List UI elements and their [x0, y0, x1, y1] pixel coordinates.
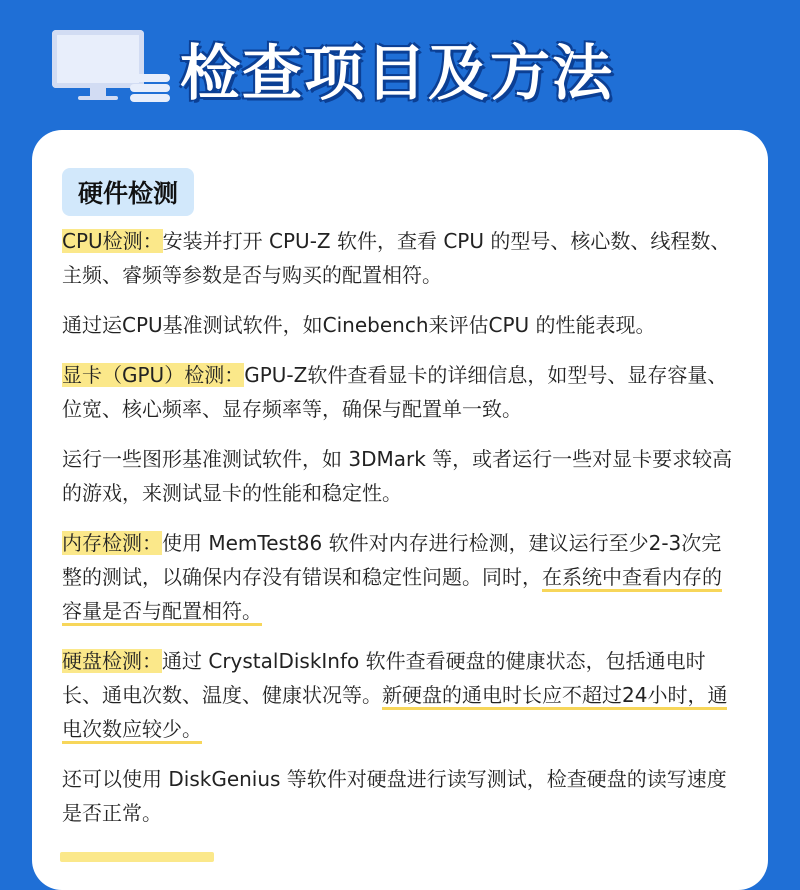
memory-paragraph	[62, 526, 738, 628]
cpu-label: CPU检测：	[62, 229, 163, 253]
memory-note: 在系统中查看内存的容量是否与配置相符。	[62, 565, 722, 626]
gpu-bench-paragraph: 运行一些图形基准测试软件，如 3DMark 等，或者运行一些对显卡要求较高的游戏，来测试显卡的性能和稳定性。	[62, 447, 733, 505]
section-label: 硬件检测	[62, 168, 194, 216]
memory-label: 内存检测：	[62, 531, 162, 555]
disk-paragraph	[62, 644, 738, 746]
disk-label: 硬盘检测：	[62, 649, 162, 673]
header	[0, 0, 800, 130]
gpu-text: GPU-Z软件查看显卡的详细信息，如型号、显存容量、位宽、核心频率、显存频率等，确保与配置单一致。	[62, 363, 728, 421]
cpu-bench-paragraph: 通过运CPU基准测试软件，如Cinebench来评估CPU 的性能表现。	[62, 313, 656, 337]
memory-text: 使用 MemTest86 软件对内存进行检测，建议运行至少2-3次完整的测试，以确保内存没有错误和稳定性问题。同时，	[62, 531, 722, 589]
next-section-label-stub	[60, 852, 214, 862]
content-body	[62, 224, 738, 846]
page-title: 检查项目及方法	[180, 39, 614, 109]
gpu-paragraph	[62, 358, 738, 426]
disk-note: 新硬盘的通电时长应不超过24小时，通电次数应较少。	[62, 683, 727, 744]
cpu-paragraph	[62, 224, 738, 292]
disk-text: 通过 CrystalDiskInfo 软件查看硬盘的健康状态，包括通电时长、通电次数、温度、健康状况等。	[62, 649, 706, 707]
disk-extra-paragraph: 还可以使用 DiskGenius 等软件对硬盘进行读写测试，检查硬盘的读写速度是否正常。	[62, 767, 727, 825]
content-card	[32, 130, 768, 890]
cpu-text: 安装并打开 CPU-Z 软件，查看 CPU 的型号、核心数、线程数、主频、睿频等参数是否与购买的配置相符。	[62, 229, 731, 287]
gpu-label: 显卡（GPU）检测：	[62, 363, 245, 387]
document-stack-icon	[130, 74, 170, 102]
